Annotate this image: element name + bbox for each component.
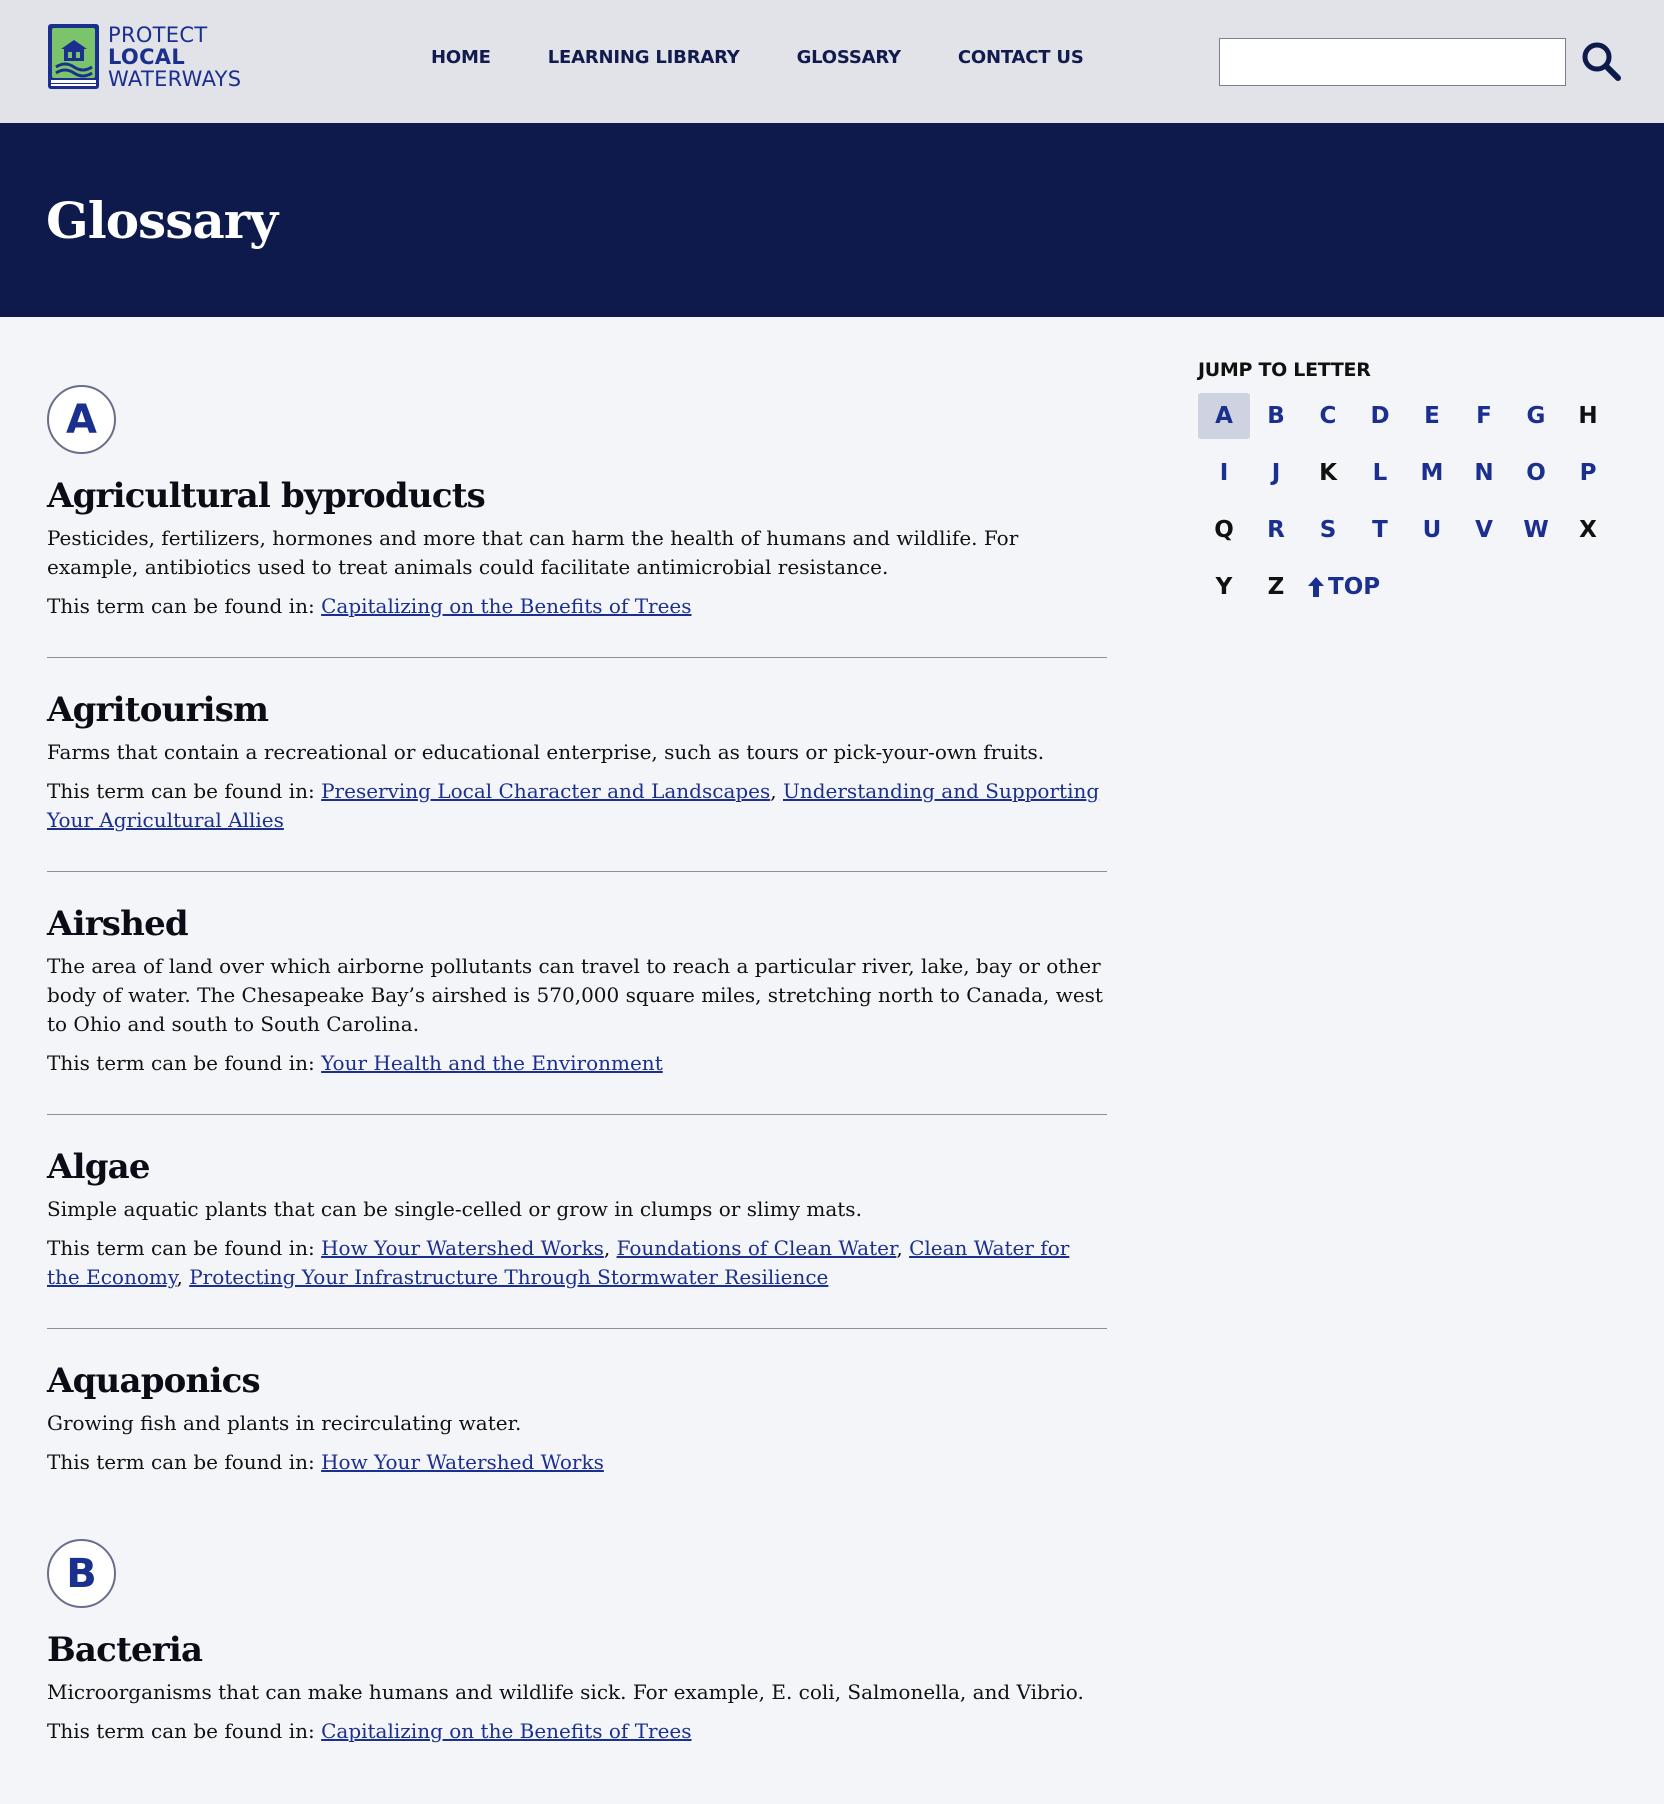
letter-link-b[interactable]: B <box>1267 403 1285 429</box>
divider <box>47 871 1107 872</box>
logo-line-3: WATERWAYS <box>108 66 242 91</box>
letter-link-d[interactable]: D <box>1370 403 1390 429</box>
term-title: Algae <box>47 1147 150 1187</box>
term-link[interactable]: Clean Water for the Economy <box>47 1236 1070 1289</box>
term-definition: Simple aquatic plants that can be single-celled or grow in clumps or slimy mats. <box>47 1197 862 1221</box>
site-logo[interactable] <box>47 23 241 90</box>
term-agricultural-byproducts <box>47 476 1107 621</box>
term-found-in <box>47 1717 1107 1746</box>
letter-link-c[interactable]: C <box>1319 403 1337 429</box>
letter-heading-b: B <box>47 1539 116 1608</box>
found-label: This term can be found in: <box>47 1719 315 1743</box>
letter-link-u[interactable]: U <box>1422 517 1442 543</box>
glossary-list <box>47 317 1107 1746</box>
term-link[interactable]: Understanding and Supporting Your Agricultural Allies <box>47 779 1100 832</box>
letter-link-r[interactable]: R <box>1267 517 1285 543</box>
logo-line-2: LOCAL <box>108 44 186 69</box>
term-title: Airshed <box>47 904 188 944</box>
letter-link-j[interactable]: J <box>1271 460 1281 486</box>
nav-learning-library[interactable]: LEARNING LIBRARY <box>547 47 740 68</box>
page-title: Glossary <box>46 191 278 250</box>
term-agritourism <box>47 690 1107 835</box>
section-a <box>47 317 1107 1477</box>
term-airshed <box>47 904 1107 1078</box>
found-label: This term can be found in: <box>47 594 315 618</box>
term-aquaponics <box>47 1361 1107 1477</box>
found-label: This term can be found in: <box>47 779 315 803</box>
term-definition: The area of land over which airborne pollutants can travel to reach a particular river, lake, bay or other body of water. The Chesapeake Bay’s airshed is 570,000 square miles, stretching north to Canada, west to Ohio and south to South Carolina. <box>47 954 1103 1036</box>
term-link[interactable]: Capitalizing on the Benefits of Trees <box>321 594 692 618</box>
letter-link-g[interactable]: G <box>1526 403 1546 429</box>
term-definition: Growing fish and plants in recirculating water. <box>47 1411 522 1435</box>
letter-link-v[interactable]: V <box>1475 517 1493 543</box>
letter-link-l[interactable]: L <box>1372 460 1388 486</box>
letter-link-f[interactable]: F <box>1476 403 1492 429</box>
arrow-up-icon <box>1306 575 1326 599</box>
letter-link-a[interactable]: A <box>1198 393 1250 439</box>
term-link[interactable]: Preserving Local Character and Landscapes <box>321 779 771 803</box>
term-bacteria <box>47 1630 1107 1746</box>
letter-z: Z <box>1267 574 1285 600</box>
letter-k: K <box>1319 460 1337 486</box>
term-found-in: This term can be found in: How Your Watershed Works, Foundations of Clean Water, Clean Water for the Economy, Protecting Your Infrastructure Through Stormwater Resilience <box>47 1236 1070 1289</box>
top-label: TOP <box>1328 574 1381 600</box>
letter-link-n[interactable]: N <box>1474 460 1494 486</box>
search-input[interactable] <box>1219 38 1566 86</box>
letter-h: H <box>1578 403 1598 429</box>
letter-x: X <box>1579 517 1597 543</box>
term-algae <box>47 1147 1107 1292</box>
logo-line-1: PROTECT <box>108 22 208 47</box>
letter-link-m[interactable]: M <box>1420 460 1444 486</box>
nav-home[interactable]: HOME <box>431 47 491 68</box>
letter-q: Q <box>1214 517 1234 543</box>
letter-link-s[interactable]: S <box>1319 517 1337 543</box>
letter-link-o[interactable]: O <box>1526 460 1546 486</box>
search-icon[interactable] <box>1580 40 1622 82</box>
section-b <box>47 1477 1107 1746</box>
divider <box>47 1328 1107 1329</box>
letter-grid <box>1198 393 1608 610</box>
jump-title: JUMP TO LETTER <box>1198 359 1371 381</box>
nav-contact-us[interactable]: CONTACT US <box>957 47 1084 68</box>
letter-link-w[interactable]: W <box>1523 517 1549 543</box>
page-banner <box>0 123 1664 317</box>
jump-to-letter <box>1198 359 1608 610</box>
term-link[interactable]: Your Health and the Environment <box>321 1051 663 1075</box>
term-found-in: This term can be found in: Preserving Local Character and Landscapes, Understanding and Supporting Your Agricultural Allies <box>47 779 1100 832</box>
letter-link-p[interactable]: P <box>1579 460 1597 486</box>
term-link[interactable]: Capitalizing on the Benefits of Trees <box>321 1719 692 1743</box>
letter-y: Y <box>1215 574 1233 600</box>
term-title: Agritourism <box>47 690 269 730</box>
letter-link-i[interactable]: I <box>1219 460 1229 486</box>
logo-icon <box>47 23 100 90</box>
found-label: This term can be found in: <box>47 1450 315 1474</box>
logo-text <box>108 24 241 90</box>
found-label: This term can be found in: <box>47 1051 315 1075</box>
back-to-top-link[interactable] <box>1302 564 1406 610</box>
term-title: Aquaponics <box>47 1361 260 1401</box>
term-link[interactable]: Foundations of Clean Water <box>616 1236 897 1260</box>
term-definition: Farms that contain a recreational or educational enterprise, such as tours or pick-your-own fruits. <box>47 740 1045 764</box>
divider <box>47 657 1107 658</box>
nav-glossary[interactable]: GLOSSARY <box>796 47 901 68</box>
letter-link-e[interactable]: E <box>1424 403 1440 429</box>
divider <box>47 1114 1107 1115</box>
term-title: Agricultural byproducts <box>47 476 485 516</box>
found-label: This term can be found in: <box>47 1236 315 1260</box>
letter-heading-a: A <box>47 385 116 454</box>
term-found-in <box>47 1448 1107 1477</box>
main-nav <box>431 47 1141 68</box>
term-title: Bacteria <box>47 1630 203 1670</box>
term-definition: Microorganisms that can make humans and wildlife sick. For example, E. coli, Salmonella, and Vibrio. <box>47 1680 1084 1704</box>
site-header <box>0 0 1664 123</box>
term-found-in <box>47 592 1107 621</box>
term-link[interactable]: How Your Watershed Works <box>321 1450 604 1474</box>
letter-link-t[interactable]: T <box>1372 517 1388 543</box>
term-link[interactable]: How Your Watershed Works <box>321 1236 604 1260</box>
term-found-in <box>47 1049 1107 1078</box>
term-definition: Pesticides, fertilizers, hormones and more that can harm the health of humans and wildlife. For example, antibiotics used to treat animals could facilitate antimicrobial resistance. <box>47 526 1019 579</box>
term-link[interactable]: Protecting Your Infrastructure Through Stormwater Resilience <box>189 1265 829 1289</box>
